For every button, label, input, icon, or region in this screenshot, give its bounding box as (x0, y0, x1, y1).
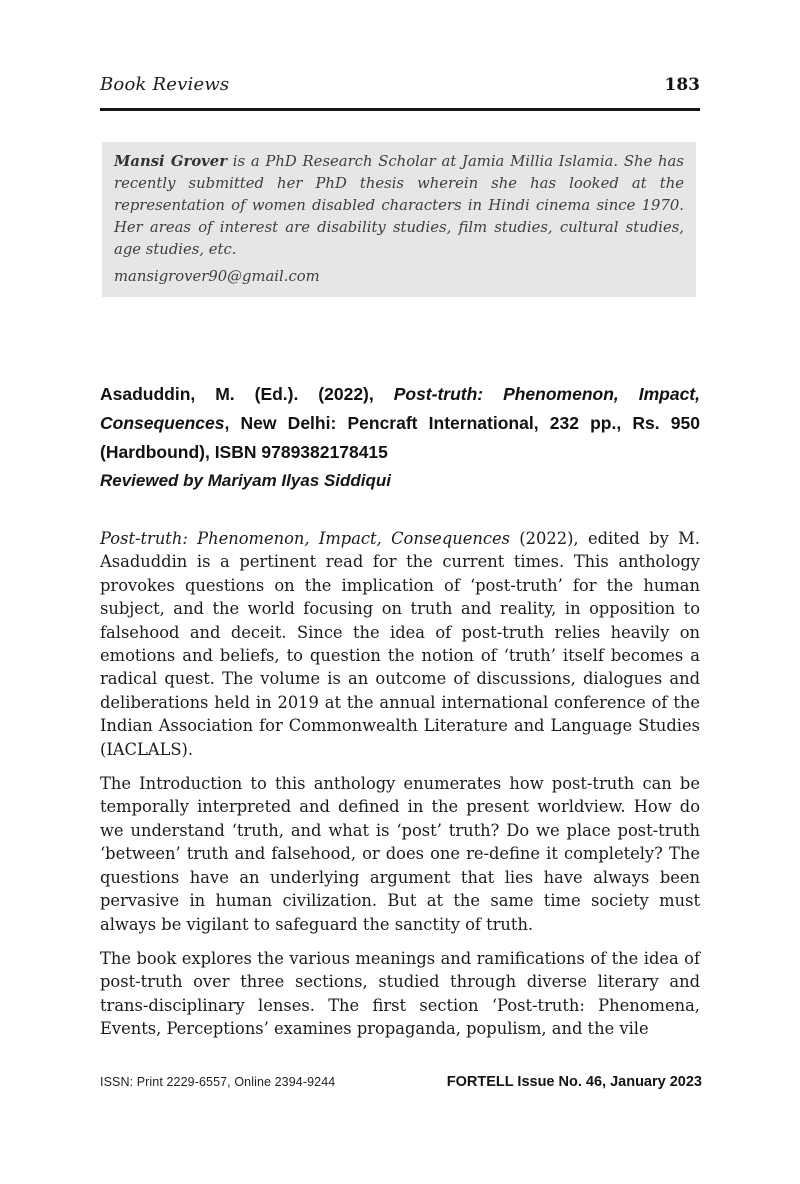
review-paragraph (100, 947, 700, 1041)
citation-before-title: Asaduddin, M. (Ed.). (2022), (100, 384, 394, 404)
citation-after-title: , New Delhi: Pencraft International, 232 pp., Rs. 950 (Hardbound), ISBN 9789382178415 (100, 413, 700, 462)
page-footer (100, 1074, 702, 1090)
review-paragraph (100, 772, 700, 936)
author-bio-name: Mansi Grover (114, 153, 227, 170)
book-title-italic: Post-truth: Phenomenon, Impact, Consequences (100, 529, 510, 548)
review-body (100, 527, 700, 1052)
author-bio-body: is a PhD Research Scholar at Jamia Millia Islamia. She has recently submitted her PhD thesis wherein she has looked at the representation of women disabled characters in Hindi cinema since 1970. Her areas of interest are disability studies, film studies, cultural studies, age studies, etc. (114, 153, 684, 258)
paragraph-text: The Introduction to this anthology enumerates how post-truth can be temporally interpreted and defined in the present worldview. How do we understand ‘truth, and what is ‘post’ truth? Do we place post-truth ‘between’ truth and falsehood, or does one re-define it completely? The questions have an underlying argument that lies have always been pervasive in human civilization. But at the same time society must always be vigilant to safeguard the sanctity of truth. (100, 774, 700, 934)
citation-book-title: Post-truth: Phenomenon, Impact, Consequences (100, 384, 700, 433)
footer-issn: ISSN: Print 2229-6557, Online 2394-9244 (100, 1075, 336, 1089)
author-bio-text (114, 151, 684, 261)
page-number: 183 (664, 75, 700, 95)
author-bio-box (102, 142, 696, 297)
book-citation-heading (100, 380, 700, 467)
page-header (100, 74, 700, 111)
paragraph-text: The book explores the various meanings and ramifications of the idea of post-truth over three sections, studied through diverse literary and trans-disciplinary lenses. The first section ‘Post-truth: Phenomena, Events, Perceptions’ examines propaganda, populism, and the vile (100, 948, 700, 1039)
review-paragraph (100, 527, 700, 761)
reviewer-byline: Reviewed by Mariyam Ilyas Siddiqui (100, 471, 391, 490)
footer-journal-issue: FORTELL Issue No. 46, January 2023 (446, 1074, 702, 1090)
paragraph-text: (2022), edited by M. Asaduddin is a pertinent read for the current times. This anthology provokes questions on the implication of ‘post-truth’ for the human subject, and the world focusing on truth and reality, in opposition to falsehood and deceit. Since the idea of post-truth relies heavily on emotions and beliefs, to question the notion of ‘truth’ itself becomes a radical quest. The volume is an outcome of discussions, dialogues and deliberations held in 2019 at the annual international conference of the Indian Association for Commonwealth Literature and Language Studies (IACLALS). (100, 529, 700, 759)
running-title: Book Reviews (100, 74, 230, 95)
author-bio-email: mansigrover90@gmail.com (114, 268, 320, 285)
